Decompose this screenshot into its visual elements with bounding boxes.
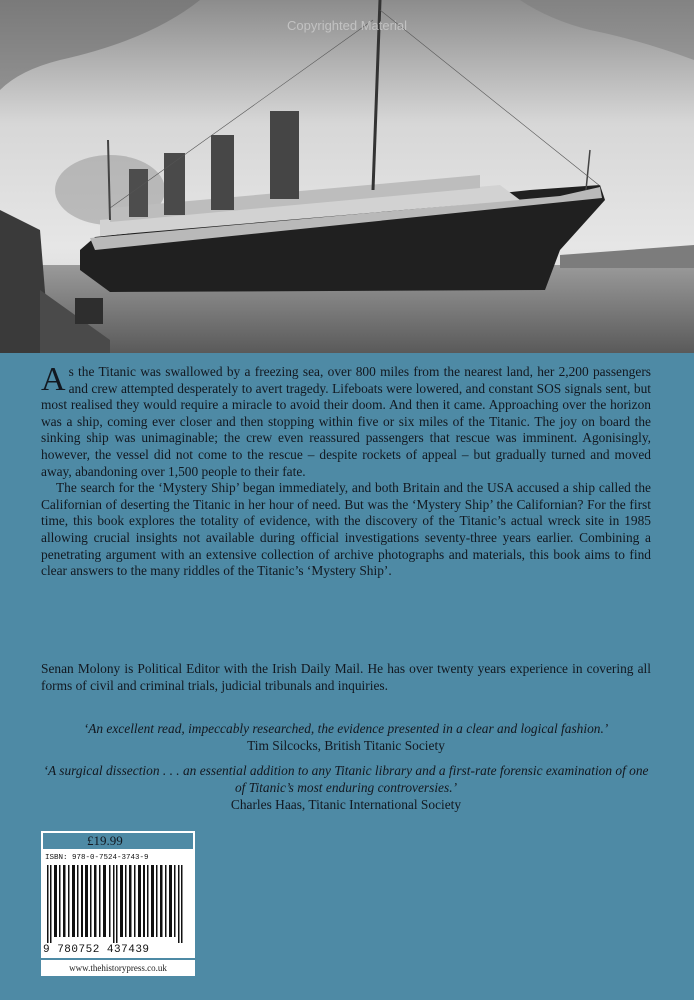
review-quote-1 [41,720,651,754]
quote-source: Charles Haas, Titanic International Society [230,797,462,812]
price-label: £19.99 [41,831,195,851]
description-paragraph-1: As the Titanic was swallowed by a freezing sea, over 800 miles from the nearest land, her 2,200 passengers and crew attempted desperately to avert tragedy. Lifeboats were lowered, and constant SOS signals sent, but most realised they would require a miracle to avoid their doom. And then it came. Approaching over the horizon was a ship, coming ever closer and then stopping within five or six miles of the Titanic. The joy on board the sinking ship was unimaginable; the crew even reassured passengers that rescue was imminent. Agonisingly, however, the vessel did not come to the rescue – despite rockets of appeal – but gradually turned and moved away, abandoning over 1,500 people to their fate. [41,361,651,479]
publisher-website: www.thehistorypress.co.uk [41,960,195,976]
quote-text: ‘An excellent read, impeccably researched, the evidence presented in a clear and logical fashion.’ [83,721,609,736]
copyright-watermark: Copyrighted Material [287,18,407,33]
review-quote-2 [41,762,651,813]
titanic-photo [0,0,694,353]
titanic-ship-illustration [0,0,694,353]
description-paragraph-2: The search for the ‘Mystery Ship’ began immediately, and both Britain and the USA accused a ship called the Californian of deserting the Titanic in her hour of need. But was the ‘Mystery Ship’ the Californian? For the first time, this book explores the totality of evidence, with the discovery of the Titanic’s actual wreck site in 1985 allowing crucial insights not available during official investigations seventy-three years earlier. Combining a penetrating argument with an extensive collection of archive photographs and materials, this book aims to find clear answers to the many riddles of the Titanic’s ‘Mystery Ship’. [41,480,651,579]
author-bio: Senan Molony is Political Editor with the Irish Daily Mail. He has over twenty years experience in covering all forms of civil and criminal trials, judicial tribunals and inquiries. [41,661,651,693]
barcode-digits: 9 780752 437439 [43,944,150,956]
quote-text: ‘A surgical dissection . . . an essential addition to any Titanic library and a first-rate forensic examination of one of Titanic’s most enduring controversies.’ [43,763,649,795]
quote-source: Tim Silcocks, British Titanic Society [247,738,445,753]
drop-cap: A [41,361,66,398]
barcode-icon [45,865,191,943]
barcode-block [41,831,195,958]
isbn-text: ISBN: 978-0-7524-3743-9 [45,854,149,862]
book-description [41,361,651,580]
